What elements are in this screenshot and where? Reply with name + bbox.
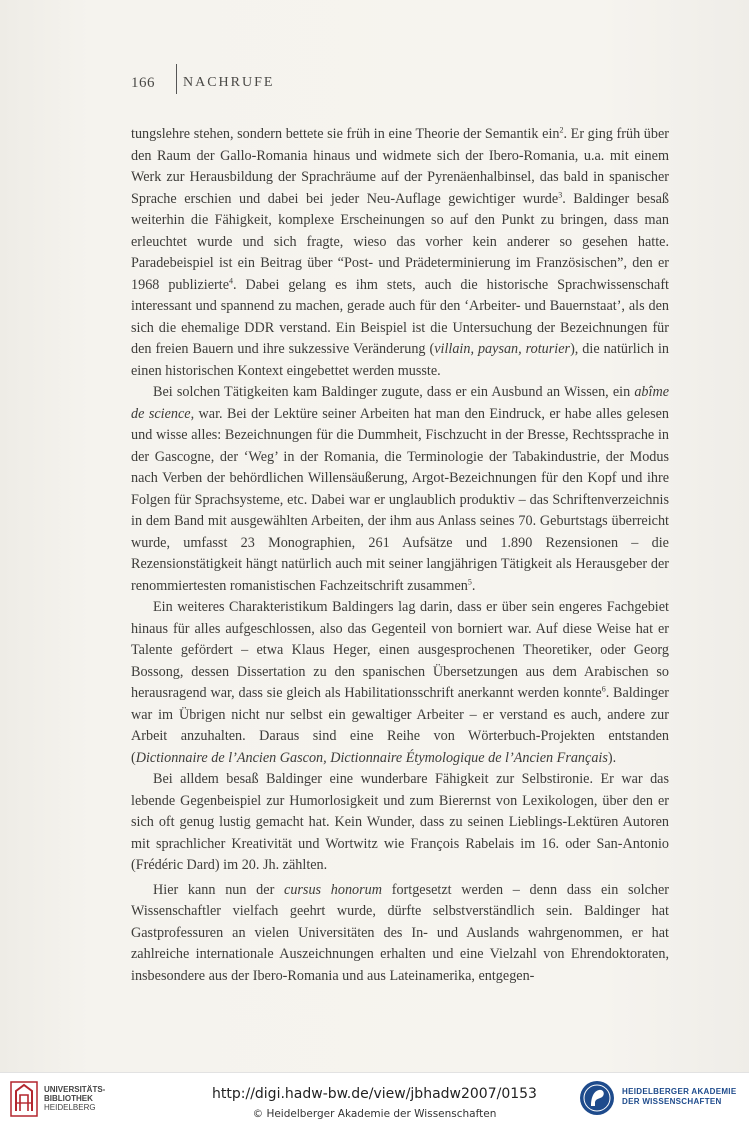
- running-head: NACHRUFE: [183, 75, 275, 90]
- academy-logo-icon[interactable]: [578, 1079, 616, 1117]
- footnote-ref-5[interactable]: 5: [467, 576, 472, 586]
- page-number: 166: [131, 74, 155, 91]
- paragraph-2: Bei solchen Tätigkeiten kam Baldinger zugute, dass er ein Ausbund an Wissen, ein abîme de science, war. Bei der Lektüre seiner Arbeiten hat man den Eindruck, er habe alles gelesen und wisse alles: Bezeichnungen für die Dummheit, Fischzucht in der Bresse, Rechtssprache in der Gascogne, der ‘Weg’ in der Romania, die Terminologie der Tabakindustrie, der Modus nach Verben der behördlichen Willensäußerung, Argot-Bezeichnungen für den Kopf und ihre Folgen für Sprachsysteme, etc. Dabei war er unglaublich produktiv – das Schriftenverzeichnis in dem Band mit ausgewählten Arbeiten, der ihm aus Anlass seines 70. Geburtstags überreicht wurde, umfasst 23 Monographien, 261 Aufsätze und 1.890 Rezensionen – die Rezensionstätigkeit hängt natürlich auch mit seiner langjährigen Tätigkeit als Herausgeber der renommiertesten romanistischen Fachzeitschrift zusammen$^5$.: [131, 384, 669, 594]
- paragraph-5: Hier kann nun der cursus honorum fortgesetzt werden – denn dass ein solcher Wissenschaftler vielfach geehrt wurde, dürfte selbstverständlich sein. Baldinger hat Gastprofessuren an vielen Universitäten des In- und Auslands wahrgenommen, er hat zahlreiche internationale Auszeichnungen erhalten und eine Vielzahl von Ehrendoktoraten, insbesondere aus der Ibero-Romania und aus Lateinamerika, entgegen-: [131, 881, 669, 984]
- header-divider: [176, 64, 177, 94]
- footnote-ref-2[interactable]: 2: [559, 125, 564, 135]
- paragraph-4: Bei alldem besaß Baldinger eine wunderbare Fähigkeit zur Selbstironie. Er war das lebende Gegenbeispiel zur Humorlosigkeit und zum Bierernst von Lexikologen, über den er sich oft genug lustig gemacht hat. Kein Wunder, dass zu seinen Lieblings-Lektüren Autoren mit sprachlicher Kreativität und Wortwitz wie François Rabelais im 16. oder San-Antonio (Frédéric Dard) im 20. Jh. zählten.: [131, 771, 669, 873]
- page-header: [131, 72, 274, 94]
- footnote-ref-6[interactable]: 6: [601, 684, 606, 694]
- footnote-ref-3[interactable]: 3: [558, 189, 563, 199]
- copyright-notice: © Heidelberger Akademie der Wissenschaften: [252, 1108, 497, 1120]
- body-text: [131, 124, 669, 987]
- university-library-name: UNIVERSITÄTS- BIBLIOTHEK HEIDELBERG: [44, 1085, 106, 1112]
- viewer-footer: [0, 1072, 749, 1127]
- permalink[interactable]: http://digi.hadw-bw.de/view/jbhadw2007/0153: [212, 1086, 537, 1102]
- footnote-ref-4[interactable]: 4: [229, 275, 233, 285]
- academy-name: HEIDELBERGER AKADEMIE DER WISSENSCHAFTEN: [622, 1087, 737, 1106]
- paragraph-1: tungslehre stehen, sondern bettete sie früh in eine Theorie der Semantik ein$^2$. Er ging früh über den Raum der Gallo-Romania hinaus und widmete sich der Ibero-Romania, u.a. mit einem Werk zur Herausbildung der Sprachräume auf der Pyrenäenhalbinsel, das bald in spanischer Sprache erschien und dabei bei jeder Neu-Auflage gewichtiger wurde$^3$. Baldinger besaß weiterhin die Fähigkeit, komplexe Erscheinungen so auf den Punkt zu bringen, dass man erleuchtet wurde und sich fragte, wieso das vorher kein anderer so gesehen hatte. Paradebeispiel ist ein Beitrag über “Post- und Prädeterminierung im Französischen”, den er 1968 publizierte$^4$. Dabei gelang es ihm stets, auch die historische Sprachwissenschaft interessant und spannend zu machen, gerade auch für den ‘Arbeiter- und Bauernstaat’, als den sich die ehemalige DDR verstand. Ein Beispiel ist die Untersuchung der Bezeichnungen für den freien Bauern und ihre sukzessive Veränderung (villain, paysan, roturier), die natürlich in einen historischen Kontext eingebettet werden musste.: [131, 125, 669, 379]
- paragraph-3: Ein weiteres Charakteristikum Baldingers lag darin, dass er über sein engeres Fachgebiet hinaus für alles aufgeschlossen, also das Gegenteil von borniert war. Auf diese Weise hat er Talente gefördert – etwa Klaus Heger, einen ausgesprochenen Theoretiker, oder Georg Bossong, dessen Dissertation zu den spanischen Übersetzungen aus dem Arabischen so herausragend war, dass sie gleich als Habilitationsschrift anerkannt werden konnte$^6$. Baldinger war im Übrigen nicht nur selbst ein gewaltiger Arbeiter – er verstand es auch, andere zur Arbeit anzuhalten. Daraus sind eine Reihe von Wörterbuch-Projekten entstanden (Dictionnaire de l’Ancien Gascon, Dictionnaire Étymologique de l’Ancien Français).: [131, 599, 669, 766]
